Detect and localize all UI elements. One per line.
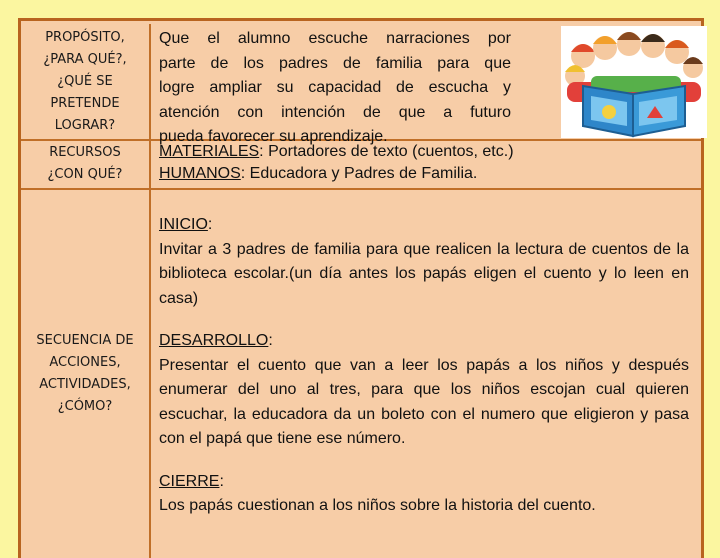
purpose-label-line: PRETENDE [50,95,120,111]
planning-table [18,18,704,558]
cierre-block: CIERRE: Los papás cuestionan a los niños sobre la historia del cuento. [159,470,689,519]
materials-text: : Portadores de texto (cuentos, etc.) [259,143,514,160]
purpose-text-line: pueda favorecer su aprendizaje. [159,128,388,145]
resources-content [151,140,701,188]
humans-heading: HUMANOS [159,165,241,182]
materials-heading: MATERIALES [159,143,260,160]
sequence-content [151,189,701,558]
inicio-heading: INICIO [159,216,208,233]
materials-line [159,141,689,163]
sequence-row [21,189,701,558]
desarrollo-text: Presentar el cuento que van a leer los papás a los niños y después enumerar del uno al tres, para que los niños escojan cual quieren escuchar, la educadora da un boleto con el numero que eligieron y pasa con el papá que tiene ese número. [159,356,689,447]
inicio-text: Invitar a 3 padres de familia para que realicen la lectura de cuentos de la biblioteca escolar.(un día antes los papás eligen el cuento y lo leen en casa) [159,240,689,307]
humans-text: : Educadora y Padres de Familia. [240,165,478,182]
purpose-text [159,24,511,150]
desarrollo-block: DESARROLLO: Presentar el cuento que van a leer los papás a los niños y después enumerar del uno al tres, para que los niños escojan cual quieren escuchar, la educadora da un boleto con el numero que eligieron y pasa con el papá que tiene ese número. [159,329,689,452]
purpose-label-line: PROPÓSITO, [45,29,125,45]
purpose-label-line: LOGRAR? [54,117,116,133]
sequence-label-line: ACTIVIDADES, [39,376,131,392]
purpose-label [21,24,151,139]
resources-label-line: ¿CON QUÉ? [47,167,123,182]
purpose-text-line: atención con intención de que a futuro [159,103,511,121]
purpose-row [21,24,701,145]
sequence-label-line: SECUENCIA DE [36,332,134,348]
humans-line [159,163,689,185]
resources-row [21,140,701,190]
purpose-label-line: ¿PARA QUÉ?, [43,51,127,67]
sequence-label-line: ACCIONES, [49,354,121,370]
book-icon [583,86,685,136]
resources-label-line: RECURSOS [49,145,121,160]
purpose-content [151,24,701,145]
sequence-label [21,189,151,558]
purpose-text-line: logre ampliar su capacidad de escucha y [159,79,511,96]
sequence-label-line: ¿CÓMO? [57,398,113,414]
desarrollo-heading: DESARROLLO [159,332,269,349]
purpose-text-line: Que el alumno escuche narraciones por [159,30,511,47]
children-reading-book-illustration [561,26,707,138]
cierre-text: Los papás cuestionan a los niños sobre la historia del cuento. [159,497,596,514]
cierre-heading: CIERRE [159,472,220,490]
resources-label [21,140,151,188]
purpose-text-line: parte de los padres de familia para que [159,54,511,72]
purpose-label-line: ¿QUÉ SE [57,73,113,89]
inicio-block: INICIO: Invitar a 3 padres de familia para que realicen la lectura de cuentos de la biblioteca escolar.(un día antes los papás eligen el cuento y lo leen en casa) [159,213,689,311]
